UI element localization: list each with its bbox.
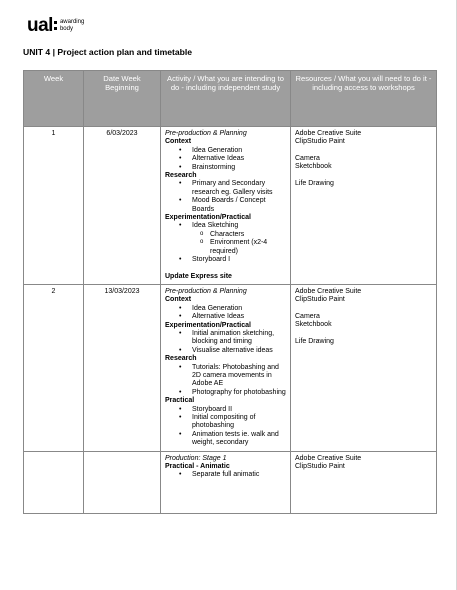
- section-heading: Context: [165, 138, 192, 146]
- list-item: • Initial animation sketching, blocking and timing: [165, 330, 286, 347]
- spacer: [165, 265, 286, 273]
- list-item: • Storyboard I: [165, 256, 286, 264]
- footer-note: Update Express site: [165, 272, 232, 280]
- section-heading: Context: [165, 296, 192, 304]
- list-item: • Idea Sketching: [165, 222, 286, 230]
- list-item: • Storyboard II: [165, 406, 286, 414]
- date-cell: 6/03/2023: [84, 127, 161, 285]
- list-item: • Visualise alternative ideas: [165, 347, 286, 355]
- resource-item: Life Drawing: [295, 179, 334, 187]
- header-date: Date Week Beginning: [84, 71, 161, 127]
- resource-item: Adobe Creative Suite: [295, 287, 362, 295]
- spacer: [295, 172, 432, 180]
- resource-item: Sketchbook: [295, 163, 332, 171]
- resources-cell: [291, 127, 437, 285]
- list-item: • Primary and Secondary research eg. Gallery visits: [165, 180, 286, 197]
- list-item: • Separate full animatic: [165, 471, 286, 479]
- section-heading: Experimentation/Practical: [165, 214, 251, 222]
- table-row: [24, 284, 437, 451]
- action-plan-table: [23, 70, 437, 514]
- sub-list-item: o Characters: [165, 231, 286, 239]
- week-cell: 1: [24, 127, 84, 285]
- resource-item: Camera: [295, 312, 320, 320]
- header-activity: Activity / What you are intending to do - including independent study: [161, 71, 291, 127]
- activity-cell: [161, 451, 291, 513]
- table-header-row: [24, 71, 437, 127]
- activity-cell: [161, 127, 291, 285]
- resource-item: ClipStudio Paint: [295, 463, 345, 471]
- activity-cell: [161, 284, 291, 451]
- list-item: • Tutorials: Photobashing and 2D camera movements in Adobe AE: [165, 364, 286, 389]
- resource-item: ClipStudio Paint: [295, 138, 345, 146]
- section-heading: Research: [165, 172, 197, 180]
- header-week: Week: [24, 71, 84, 127]
- list-item: • Initial compositing of photobashing: [165, 414, 286, 431]
- resources-cell: [291, 451, 437, 513]
- resource-item: ClipStudio Paint: [295, 296, 345, 304]
- section-heading: Practical: [165, 397, 195, 405]
- resource-item: Camera: [295, 154, 320, 162]
- list-item: • Animation tests ie. walk and weight, secondary: [165, 431, 286, 448]
- spacer: [295, 330, 432, 338]
- resource-item: Adobe Creative Suite: [295, 454, 362, 462]
- table-row: [24, 127, 437, 285]
- list-item: • Alternative Ideas: [165, 155, 286, 163]
- section-heading: Experimentation/Practical: [165, 321, 251, 329]
- logo-sub-line1: awarding: [59, 19, 85, 25]
- table-row: [24, 451, 437, 513]
- resources-cell: [291, 284, 437, 451]
- date-cell: [84, 451, 161, 513]
- section-heading: Research: [165, 355, 197, 363]
- resource-item: Sketchbook: [295, 321, 332, 329]
- list-item: • Alternative Ideas: [165, 313, 286, 321]
- logo-wordmark: ual: [27, 15, 53, 36]
- list-item: • Idea Generation: [165, 147, 286, 155]
- list-item: • Brainstorming: [165, 164, 286, 172]
- spacer: [295, 305, 432, 313]
- resource-item: Life Drawing: [295, 337, 334, 345]
- date-cell: 13/03/2023: [84, 284, 161, 451]
- header-resources: Resources / What you will need to do it - including access to workshops: [291, 71, 437, 127]
- week-cell: 2: [24, 284, 84, 451]
- list-item: • Mood Boards / Concept Boards: [165, 197, 286, 214]
- spacer: [165, 480, 286, 510]
- week-cell: [24, 451, 84, 513]
- phase-label: Production: Stage 1: [165, 454, 227, 462]
- phase-label: Pre-production & Planning: [165, 287, 247, 295]
- list-item: • Idea Generation: [165, 305, 286, 313]
- list-item: • Photography for photobashing: [165, 389, 286, 397]
- sub-list-item: o Environment (x2-4 required): [165, 239, 286, 256]
- spacer: [295, 147, 432, 155]
- phase-label: Pre-production & Planning: [165, 130, 247, 137]
- resource-item: Adobe Creative Suite: [295, 130, 362, 137]
- page-title: UNIT 4 | Project action plan and timetable: [23, 47, 193, 57]
- logo-sub-line2: body: [59, 25, 73, 32]
- section-heading: Practical - Animatic: [165, 463, 230, 471]
